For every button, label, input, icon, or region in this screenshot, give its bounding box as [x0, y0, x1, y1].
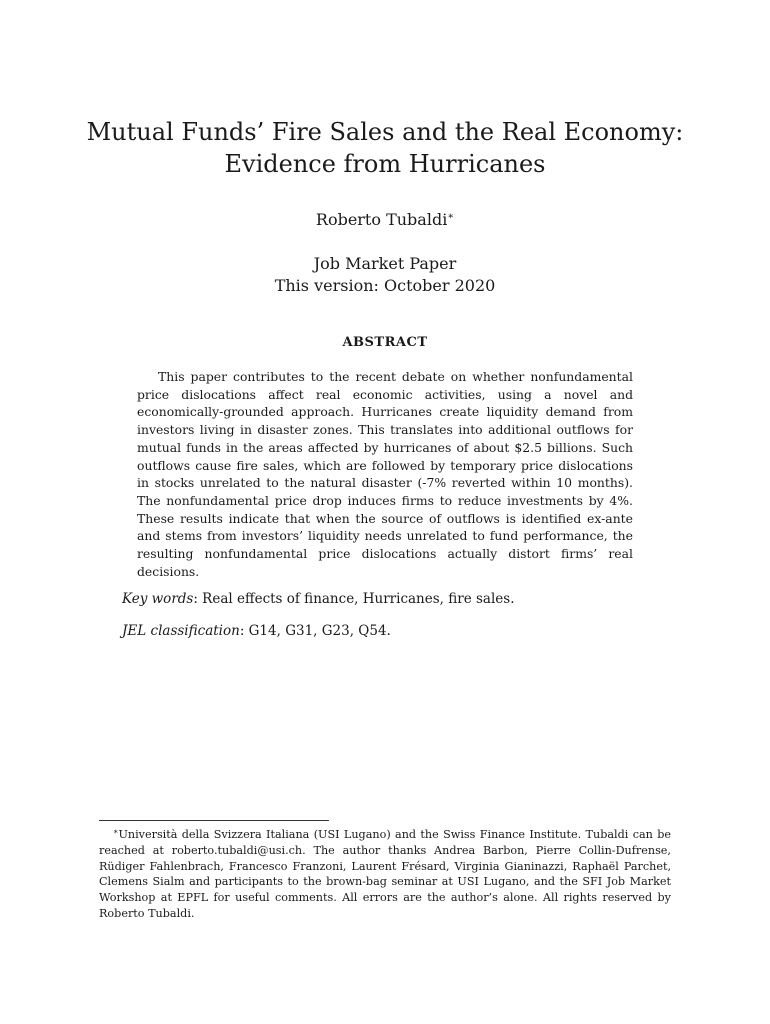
abstract-heading: ABSTRACT: [342, 335, 428, 350]
author-footnote-marker: ∗: [447, 211, 455, 222]
paper-type: Job Market Paper: [313, 254, 457, 273]
abstract-body: This paper contributes to the recent debate on whether nonfundamental price dislocations affect real economic activities, using a novel and economically-grounded approach. Hurricanes create liquidity demand from investors living in disaster zones. This translates into additional outflows for mutual funds in the areas affected by hurricanes of about $2.5 billions. Such outflows cause fire sales, which are followed by temporary price dislocations in stocks unrelated to the natural disaster (-7% reverted within 10 months). The nonfundamental price drop induces firms to reduce investments by 4%. These results indicate that when the source of outflows is identified ex-ante and stems from investors’ liquidity needs unrelated to fund performance, the resulting nonfundamental price dislocations actually distort firms’ real decisions.: [137, 369, 633, 579]
footnote-marker: ∗: [113, 827, 119, 836]
author-footnote: [99, 824, 671, 922]
paper-version: This version: October 2020: [274, 276, 496, 295]
jel-value: : G14, G31, G23, Q54.: [239, 623, 391, 639]
jel-classification-line: [122, 622, 682, 641]
author-line: [0, 206, 770, 231]
keywords-value: : Real effects of finance, Hurricanes, fire sales.: [193, 591, 515, 607]
paper-title-line-2: Evidence from Hurricanes: [224, 150, 546, 178]
paper-meta: [0, 253, 770, 297]
keywords-line: [122, 590, 682, 609]
author-name: Roberto Tubaldi: [315, 210, 448, 229]
paper-title: [0, 116, 770, 180]
jel-label: JEL classification: [122, 623, 240, 639]
footnote-text: Università della Svizzera Italiana (USI Lugano) and the Swiss Finance Institute. Tubaldi can be reached at roberto.tubaldi@usi.ch. The author thanks Andrea Barbon, Pierre Collin-Dufrense, Rüdiger Fahlenbrach, Francesco Franzoni, Laurent Frésard, Virginia Gianinazzi, Raphaël Parchet, Clemens Sialm and participants to the brown-bag seminar at USI Lugano, and the SFI Job Market Workshop at EPFL for useful comments. All errors are the author’s alone. All rights reserved by Roberto Tubaldi.: [99, 828, 671, 920]
paper-title-line-1: Mutual Funds’ Fire Sales and the Real Economy:: [86, 118, 684, 146]
footnote-divider: [99, 820, 329, 821]
keywords-label: Key words: [122, 591, 194, 607]
